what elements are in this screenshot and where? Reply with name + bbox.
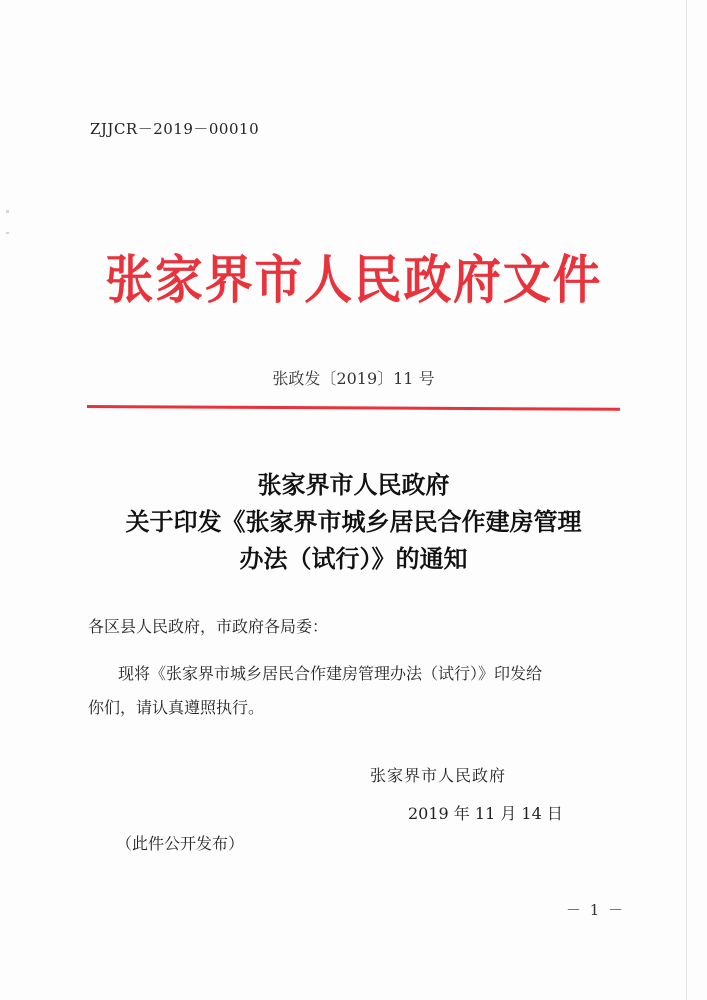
salutation: 各区县人民政府，市政府各局委： [88,617,329,636]
title-line: 张家界市人民政府 [257,470,450,499]
notice-title [0,466,707,577]
body-line: 你们，请认真遵照执行。 [88,698,265,717]
document-code: ZJJCR－2019－00010 [90,120,260,138]
page-number: － 1 － [566,901,626,919]
scan-speck [6,210,9,213]
disclosure-note: （此件公开发布） [116,834,245,853]
red-separator-line [87,405,620,411]
title-line: 关于印发《张家界市城乡居民合作建房管理 [125,507,582,536]
scan-speck [6,232,9,234]
document-number: 张政发〔2019〕11 号 [272,369,435,388]
title-line: 办法（试行）》的通知 [239,544,468,573]
body-paragraph [88,657,628,725]
body-line: 现将《张家界市城乡居民合作建房管理办法（试行）》印发给 [118,664,543,683]
issue-date: 2019 年 11 月 14 日 [408,804,563,823]
masthead-title: 张家界市人民政府文件 [105,250,603,311]
issuing-authority: 张家界市人民政府 [370,766,507,785]
